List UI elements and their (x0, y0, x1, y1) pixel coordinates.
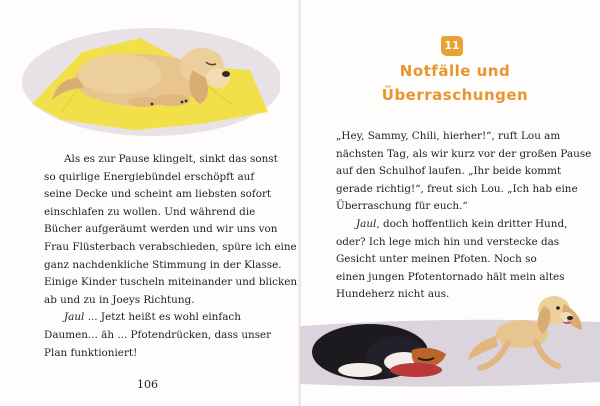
text-line: Überraschung für euch.“ (336, 200, 468, 213)
text-line: auf den Schulhof laufen. „Ihr beide kommt (336, 165, 562, 178)
text-line (44, 309, 290, 327)
text-line: Bücher aufgeräumt werden und wir uns von (44, 223, 278, 236)
text-span: , doch hoffentlich kein dritter Hund, (376, 217, 568, 230)
text-line: so quirlige Energiebündel erschöpft auf (44, 170, 255, 183)
right-page-text (336, 128, 592, 304)
text-line: gerade richtig!“, freut sich Lou. „Ich hab eine (336, 182, 578, 195)
chapter-title-line: Notfälle und (399, 62, 511, 80)
text-line: nächsten Tag, als wir kurz vor der großen Pause (336, 147, 592, 160)
text-line: seine Decke und scheint am liebsten sofort (44, 188, 272, 201)
text-span: ... Jetzt heißt es wohl einfach (84, 311, 241, 324)
chapter-title (360, 59, 550, 107)
text-line: einen jungen Pfotentornado hält mein altes (336, 270, 565, 283)
text-line: Plan funktioniert! (44, 346, 138, 359)
italic-lead: Jaul (64, 311, 85, 324)
text-line: ab und zu in Joeys Richtung. (44, 293, 195, 306)
text-line: Einige Kinder tuscheln miteinander und blicken (44, 276, 298, 289)
sleeping-dog-illustration (22, 8, 280, 136)
chapter-number-badge: 11 (441, 36, 463, 56)
text-line: Frau Flüsterbach verabschieden, spüre ich eine (44, 240, 297, 253)
dogs-illustration (300, 286, 600, 390)
left-page-text (44, 151, 298, 362)
text-line (336, 216, 584, 234)
text-line: oder? Ich lege mich hin und verstecke das (336, 235, 560, 248)
chapter-title-line: Überraschungen (381, 86, 529, 104)
page-number: 106 (137, 378, 158, 391)
text-line: Hundeherz nicht aus. (336, 288, 450, 301)
text-line: Gesicht unter meinen Pfoten. Noch so (336, 253, 537, 266)
text-line: ganz nachdenkliche Stimmung in der Klasse. (44, 258, 282, 271)
text-line: einschlafen zu wollen. Und während die (44, 205, 256, 218)
text-line: Als es zur Pause klingelt, sinkt das sonst (64, 153, 278, 165)
italic-lead: Jaul (356, 217, 377, 230)
text-line: Daumen... äh ... Pfotendrücken, dass unser (44, 328, 272, 341)
left-page (0, 0, 299, 406)
text-line: „Hey, Sammy, Chili, hierher!“, ruft Lou am (336, 130, 561, 142)
